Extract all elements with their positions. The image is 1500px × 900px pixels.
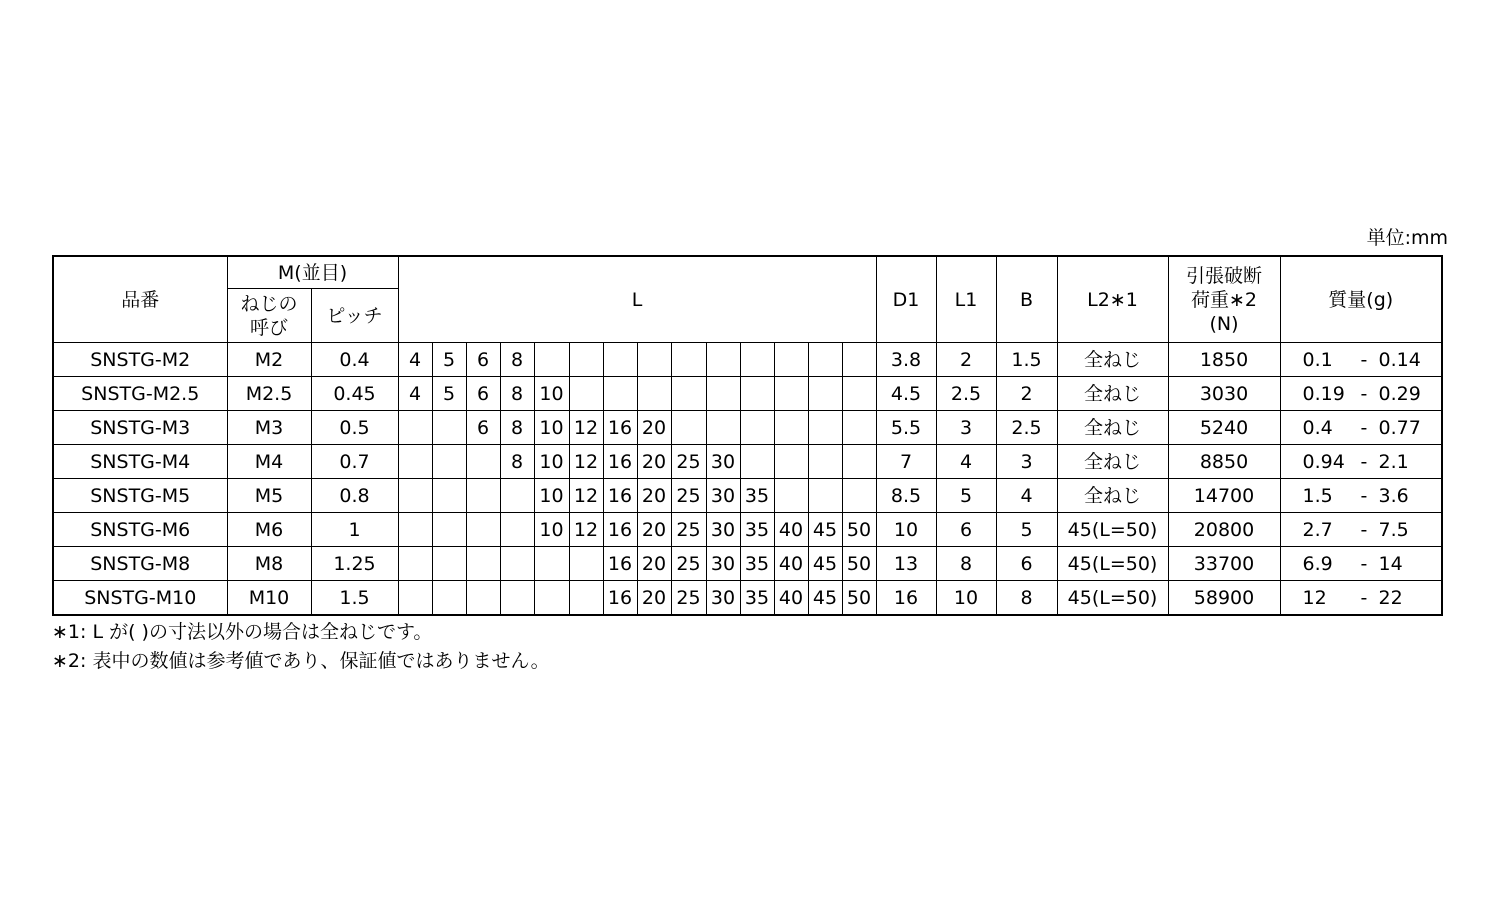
- cell-length: [466, 547, 500, 581]
- mass-min: 2.7: [1302, 518, 1333, 541]
- cell-length: [398, 411, 432, 445]
- cell-length: 10: [534, 479, 569, 513]
- cell-tensile: 20800: [1168, 513, 1280, 547]
- cell-nominal: M5: [227, 479, 311, 513]
- mass-max: 2.1: [1378, 450, 1409, 473]
- mass-max: 0.77: [1378, 416, 1421, 439]
- cell-mass: [1280, 581, 1442, 616]
- mass-dash: -: [1360, 382, 1368, 405]
- header-tensile-line1: 引張破断: [1185, 264, 1262, 287]
- cell-D1: 10: [876, 513, 936, 547]
- cell-length: [740, 411, 774, 445]
- cell-length: [432, 513, 466, 547]
- mass-min: 0.19: [1302, 382, 1345, 405]
- cell-L2: 全ねじ: [1057, 479, 1168, 513]
- cell-L1: 5: [936, 479, 996, 513]
- cell-length: 25: [671, 513, 706, 547]
- cell-L2: 45(L=50): [1057, 513, 1168, 547]
- cell-length: [842, 479, 876, 513]
- cell-length: 25: [671, 581, 706, 616]
- spec-table: [52, 255, 1443, 616]
- cell-length: [569, 547, 603, 581]
- cell-D1: 3.8: [876, 343, 936, 377]
- cell-tensile: 14700: [1168, 479, 1280, 513]
- mass-dash: -: [1360, 484, 1368, 507]
- mass-range: [1281, 416, 1442, 440]
- table-row: [53, 547, 1442, 581]
- cell-length: 16: [603, 479, 637, 513]
- header-pitch: ピッチ: [311, 289, 398, 343]
- header-row-1: [53, 256, 1442, 289]
- cell-length: 8: [500, 377, 534, 411]
- cell-length: 50: [842, 581, 876, 616]
- mass-dash: -: [1360, 518, 1368, 541]
- cell-mass: [1280, 377, 1442, 411]
- cell-length: [774, 411, 808, 445]
- cell-part-no: SNSTG-M5: [53, 479, 227, 513]
- mass-min: 0.1: [1302, 348, 1333, 371]
- cell-D1: 8.5: [876, 479, 936, 513]
- cell-length: [466, 581, 500, 616]
- cell-length: [466, 479, 500, 513]
- cell-tensile: 5240: [1168, 411, 1280, 445]
- cell-length: [398, 547, 432, 581]
- cell-length: [637, 343, 671, 377]
- cell-part-no: SNSTG-M10: [53, 581, 227, 616]
- cell-B: 1.5: [996, 343, 1057, 377]
- cell-length: 20: [637, 581, 671, 616]
- cell-length: 20: [637, 547, 671, 581]
- cell-nominal: M3: [227, 411, 311, 445]
- cell-length: [774, 377, 808, 411]
- cell-length: [842, 377, 876, 411]
- cell-length: 8: [500, 411, 534, 445]
- header-B: B: [996, 256, 1057, 343]
- cell-length: 10: [534, 411, 569, 445]
- header-nominal-line2: 呼び: [249, 316, 288, 339]
- cell-pitch: 0.5: [311, 411, 398, 445]
- cell-length: 4: [398, 343, 432, 377]
- cell-length: 8: [500, 343, 534, 377]
- cell-mass: [1280, 411, 1442, 445]
- cell-length: 30: [706, 581, 740, 616]
- cell-length: [671, 377, 706, 411]
- cell-length: 45: [808, 581, 842, 616]
- cell-length: [534, 581, 569, 616]
- cell-L2: 全ねじ: [1057, 445, 1168, 479]
- cell-length: 50: [842, 513, 876, 547]
- cell-L2: 全ねじ: [1057, 343, 1168, 377]
- cell-length: 40: [774, 581, 808, 616]
- cell-D1: 7: [876, 445, 936, 479]
- cell-length: [774, 343, 808, 377]
- mass-min: 12: [1302, 586, 1327, 609]
- cell-length: 10: [534, 445, 569, 479]
- cell-length: [637, 377, 671, 411]
- cell-length: 40: [774, 513, 808, 547]
- cell-length: [432, 479, 466, 513]
- cell-length: 30: [706, 445, 740, 479]
- header-mass: 質量(g): [1280, 256, 1442, 343]
- cell-length: 10: [534, 377, 569, 411]
- cell-length: [466, 513, 500, 547]
- mass-range: [1281, 348, 1442, 372]
- footnote-1: ∗1: L が( )の寸法以外の場合は全ねじです。: [52, 621, 433, 643]
- cell-L1: 6: [936, 513, 996, 547]
- cell-pitch: 0.7: [311, 445, 398, 479]
- mass-max: 22: [1378, 586, 1403, 609]
- mass-range: [1281, 552, 1442, 576]
- cell-length: 25: [671, 547, 706, 581]
- cell-length: [671, 411, 706, 445]
- cell-length: [740, 343, 774, 377]
- cell-tensile: 33700: [1168, 547, 1280, 581]
- cell-length: [569, 377, 603, 411]
- cell-length: 20: [637, 411, 671, 445]
- cell-nominal: M2: [227, 343, 311, 377]
- cell-length: 8: [500, 445, 534, 479]
- header-D1: D1: [876, 256, 936, 343]
- cell-length: 45: [808, 513, 842, 547]
- cell-length: [740, 377, 774, 411]
- cell-length: 16: [603, 411, 637, 445]
- cell-B: 2: [996, 377, 1057, 411]
- mass-range: [1281, 450, 1442, 474]
- cell-pitch: 0.8: [311, 479, 398, 513]
- cell-L1: 8: [936, 547, 996, 581]
- cell-length: [808, 377, 842, 411]
- header-L: L: [398, 256, 876, 343]
- cell-part-no: SNSTG-M8: [53, 547, 227, 581]
- cell-length: 35: [740, 581, 774, 616]
- cell-length: [432, 411, 466, 445]
- cell-L1: 10: [936, 581, 996, 616]
- cell-length: 5: [432, 343, 466, 377]
- cell-length: [706, 411, 740, 445]
- cell-nominal: M8: [227, 547, 311, 581]
- cell-L2: 45(L=50): [1057, 547, 1168, 581]
- cell-length: 10: [534, 513, 569, 547]
- mass-range: [1281, 484, 1442, 508]
- cell-L2: 全ねじ: [1057, 411, 1168, 445]
- cell-L1: 3: [936, 411, 996, 445]
- cell-length: 30: [706, 547, 740, 581]
- header-m-group: M(並目): [227, 256, 398, 289]
- cell-pitch: 1: [311, 513, 398, 547]
- mass-min: 0.94: [1302, 450, 1345, 473]
- cell-pitch: 1.5: [311, 581, 398, 616]
- mass-min: 1.5: [1302, 484, 1333, 507]
- cell-length: [808, 411, 842, 445]
- cell-length: 35: [740, 547, 774, 581]
- cell-length: 25: [671, 445, 706, 479]
- cell-D1: 5.5: [876, 411, 936, 445]
- table-row: [53, 377, 1442, 411]
- cell-nominal: M10: [227, 581, 311, 616]
- cell-mass: [1280, 445, 1442, 479]
- cell-length: [432, 445, 466, 479]
- mass-range: [1281, 382, 1442, 406]
- cell-mass: [1280, 479, 1442, 513]
- cell-length: 25: [671, 479, 706, 513]
- mass-max: 7.5: [1378, 518, 1409, 541]
- cell-length: 4: [398, 377, 432, 411]
- cell-tensile: 8850: [1168, 445, 1280, 479]
- cell-length: 50: [842, 547, 876, 581]
- header-nominal: [227, 289, 311, 343]
- mass-min: 6.9: [1302, 552, 1333, 575]
- header-nominal-line1: ねじの: [240, 292, 298, 315]
- header-L1: L1: [936, 256, 996, 343]
- cell-length: 16: [603, 547, 637, 581]
- cell-length: 30: [706, 513, 740, 547]
- cell-mass: [1280, 547, 1442, 581]
- cell-length: 40: [774, 547, 808, 581]
- header-tensile-line2: 荷重∗2: [1190, 288, 1257, 311]
- cell-length: 12: [569, 479, 603, 513]
- unit-label: 単位:mm: [1366, 227, 1448, 249]
- cell-length: [398, 479, 432, 513]
- cell-length: 16: [603, 513, 637, 547]
- cell-D1: 4.5: [876, 377, 936, 411]
- cell-length: [808, 343, 842, 377]
- cell-length: [398, 445, 432, 479]
- cell-length: [432, 581, 466, 616]
- cell-D1: 16: [876, 581, 936, 616]
- table-row: [53, 581, 1442, 616]
- cell-B: 2.5: [996, 411, 1057, 445]
- cell-length: [740, 445, 774, 479]
- cell-mass: [1280, 343, 1442, 377]
- mass-range: [1281, 586, 1442, 610]
- mass-max: 3.6: [1378, 484, 1409, 507]
- header-L2: L2∗1: [1057, 256, 1168, 343]
- cell-mass: [1280, 513, 1442, 547]
- cell-length: [808, 445, 842, 479]
- cell-length: 6: [466, 411, 500, 445]
- cell-length: [842, 445, 876, 479]
- header-part-no: 品番: [53, 256, 227, 343]
- cell-nominal: M6: [227, 513, 311, 547]
- cell-length: [569, 581, 603, 616]
- cell-length: 12: [569, 513, 603, 547]
- header-tensile-line3: (N): [1209, 312, 1239, 335]
- cell-length: [500, 581, 534, 616]
- cell-part-no: SNSTG-M3: [53, 411, 227, 445]
- cell-length: 6: [466, 343, 500, 377]
- cell-length: [706, 343, 740, 377]
- cell-pitch: 1.25: [311, 547, 398, 581]
- cell-length: [466, 445, 500, 479]
- cell-B: 8: [996, 581, 1057, 616]
- cell-length: 20: [637, 513, 671, 547]
- cell-length: [842, 411, 876, 445]
- cell-part-no: SNSTG-M4: [53, 445, 227, 479]
- cell-length: [398, 513, 432, 547]
- cell-B: 5: [996, 513, 1057, 547]
- cell-length: [706, 377, 740, 411]
- cell-tensile: 3030: [1168, 377, 1280, 411]
- mass-range: [1281, 518, 1442, 542]
- cell-part-no: SNSTG-M6: [53, 513, 227, 547]
- mass-dash: -: [1360, 450, 1368, 473]
- mass-dash: -: [1360, 348, 1368, 371]
- table-row: [53, 513, 1442, 547]
- cell-tensile: 1850: [1168, 343, 1280, 377]
- cell-nominal: M4: [227, 445, 311, 479]
- cell-length: 16: [603, 581, 637, 616]
- cell-L1: 2.5: [936, 377, 996, 411]
- cell-L2: 全ねじ: [1057, 377, 1168, 411]
- cell-length: [432, 547, 466, 581]
- cell-length: 35: [740, 513, 774, 547]
- table-row: [53, 343, 1442, 377]
- footnote-2: ∗2: 表中の数値は参考値であり、保証値ではありません。: [52, 650, 550, 672]
- cell-length: [569, 343, 603, 377]
- mass-dash: -: [1360, 586, 1368, 609]
- mass-max: 0.29: [1378, 382, 1421, 405]
- cell-tensile: 58900: [1168, 581, 1280, 616]
- cell-nominal: M2.5: [227, 377, 311, 411]
- cell-length: [774, 445, 808, 479]
- mass-dash: -: [1360, 552, 1368, 575]
- cell-B: 3: [996, 445, 1057, 479]
- cell-length: [500, 479, 534, 513]
- cell-length: [808, 479, 842, 513]
- cell-length: 45: [808, 547, 842, 581]
- mass-dash: -: [1360, 416, 1368, 439]
- cell-length: 20: [637, 479, 671, 513]
- cell-part-no: SNSTG-M2: [53, 343, 227, 377]
- cell-length: [500, 513, 534, 547]
- cell-L1: 2: [936, 343, 996, 377]
- cell-length: 30: [706, 479, 740, 513]
- table-row: [53, 411, 1442, 445]
- mass-max: 0.14: [1378, 348, 1421, 371]
- cell-length: [603, 343, 637, 377]
- cell-L1: 4: [936, 445, 996, 479]
- table-row: [53, 479, 1442, 513]
- cell-part-no: SNSTG-M2.5: [53, 377, 227, 411]
- cell-L2: 45(L=50): [1057, 581, 1168, 616]
- cell-length: [534, 547, 569, 581]
- mass-max: 14: [1378, 552, 1403, 575]
- cell-length: 35: [740, 479, 774, 513]
- cell-length: 5: [432, 377, 466, 411]
- cell-length: [842, 343, 876, 377]
- cell-length: 12: [569, 411, 603, 445]
- cell-length: [534, 343, 569, 377]
- table-row: [53, 445, 1442, 479]
- cell-B: 6: [996, 547, 1057, 581]
- cell-length: [603, 377, 637, 411]
- cell-pitch: 0.4: [311, 343, 398, 377]
- cell-B: 4: [996, 479, 1057, 513]
- cell-length: [398, 581, 432, 616]
- cell-length: 20: [637, 445, 671, 479]
- cell-pitch: 0.45: [311, 377, 398, 411]
- cell-length: 6: [466, 377, 500, 411]
- cell-length: 12: [569, 445, 603, 479]
- mass-min: 0.4: [1302, 416, 1333, 439]
- cell-D1: 13: [876, 547, 936, 581]
- header-tensile: [1168, 256, 1280, 343]
- cell-length: [671, 343, 706, 377]
- cell-length: [774, 479, 808, 513]
- cell-length: [500, 547, 534, 581]
- cell-length: 16: [603, 445, 637, 479]
